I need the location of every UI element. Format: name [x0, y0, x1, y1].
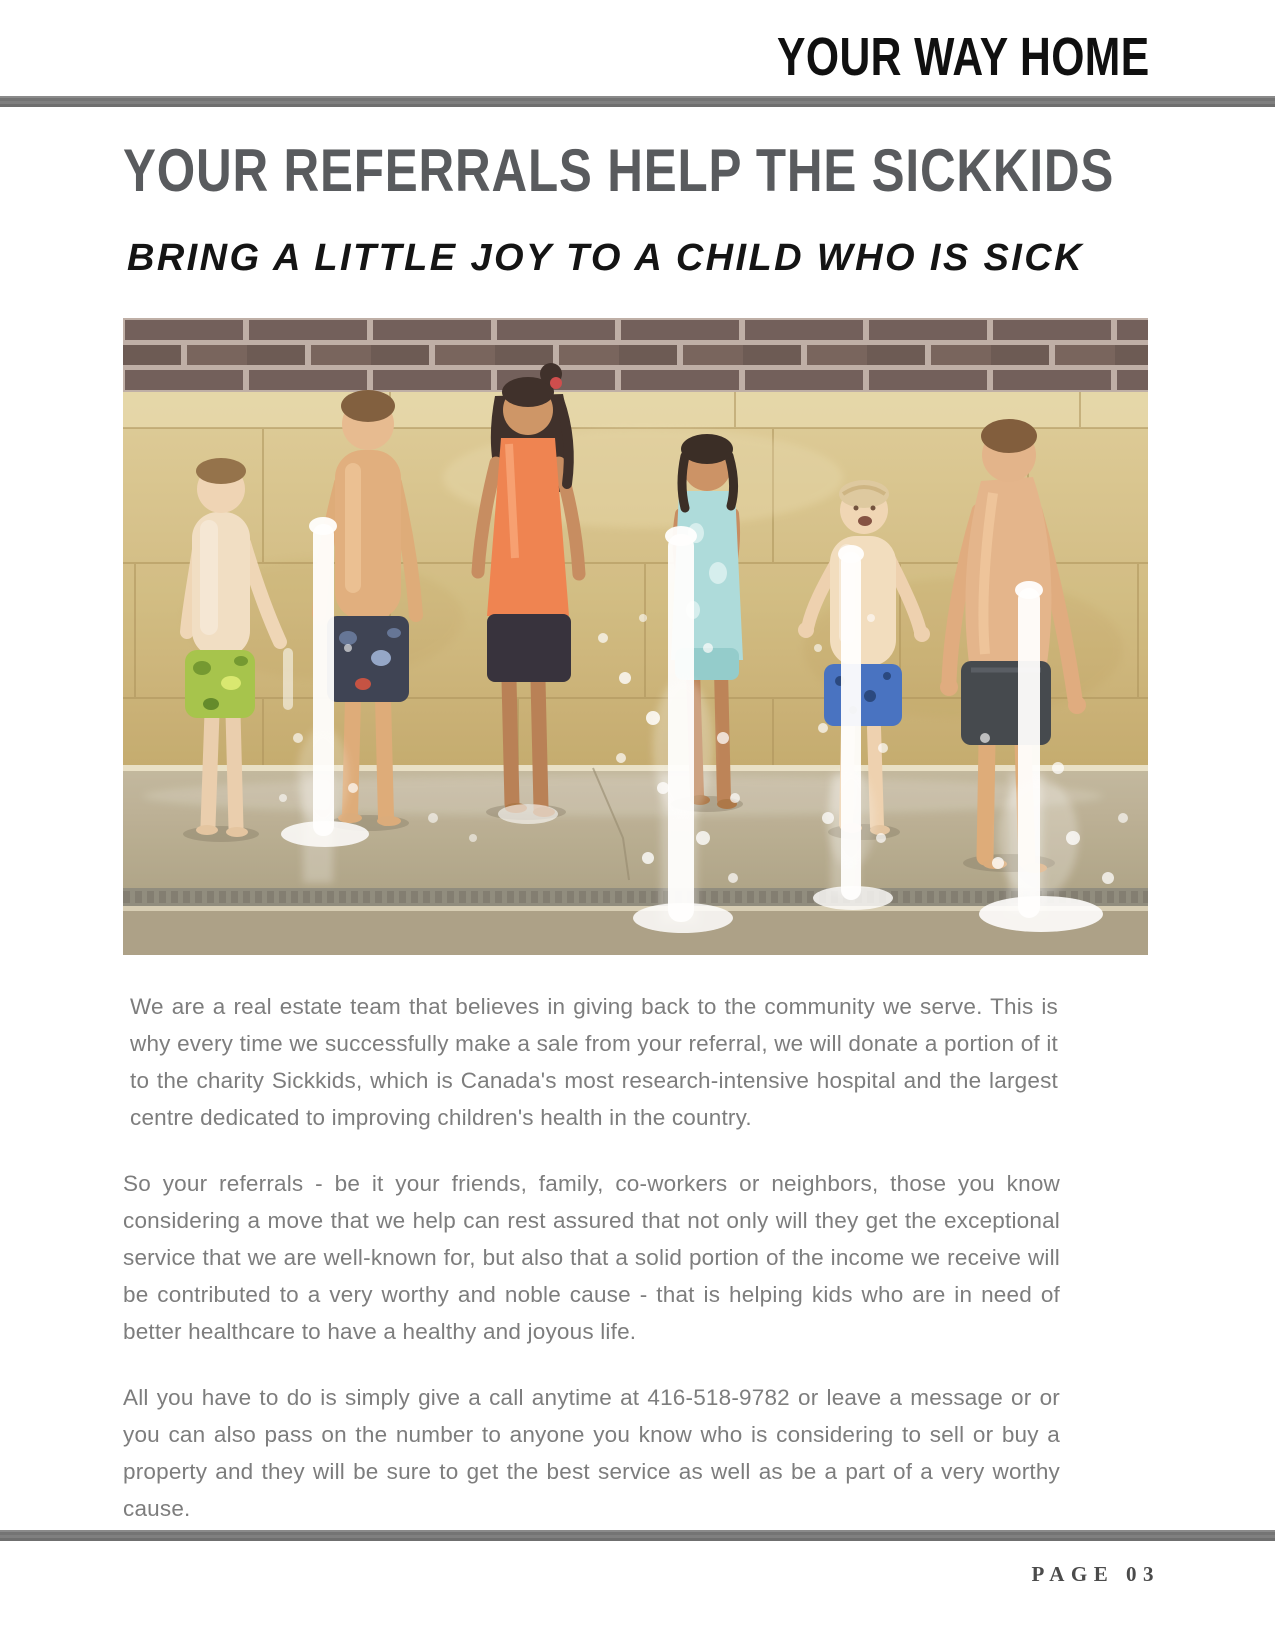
paragraph-3: All you have to do is simply give a call anytime at 416-518-9782 or leave a message or or you can also pass on the number to anyone you know who is considering to sell or buy a property and they will be sure to get the best service as well as be a part of a very worthy cause. — [123, 1385, 1060, 1521]
article-body — [123, 988, 1060, 1556]
light-overlay — [123, 318, 1148, 955]
paragraph-2: So your referrals - be it your friends, family, co-workers or neighbors, those you know considering a move that we help can rest assured that not only will they get the exceptional service that we are well-known for, but also that a solid portion of the income we receive will be contributed to a very worthy and noble cause - that is helping kids who are in need of better healthcare to have a healthy and joyous life. — [123, 1171, 1060, 1344]
paragraph-1: We are a real estate team that believes in giving back to the community we serve. This is why every time we successfully make a sale from your referral, we will donate a portion of it to the charity Sickkids, which is Canada's most research-intensive hospital and the largest centre dedicated to improving children's health in the country. — [130, 994, 1058, 1130]
top-divider — [0, 96, 1275, 107]
article-subtitle: BRING A LITTLE JOY TO A CHILD WHO IS SICK — [127, 237, 1084, 279]
bottom-divider — [0, 1530, 1275, 1541]
article-title: YOUR REFERRALS HELP THE SICKKIDS — [123, 137, 1115, 204]
splash-pad-illustration — [123, 318, 1148, 955]
article-photo — [123, 318, 1148, 955]
page-number: PAGE 03 — [1031, 1562, 1160, 1586]
brand-title: YOUR WAY HOME — [777, 27, 1150, 87]
